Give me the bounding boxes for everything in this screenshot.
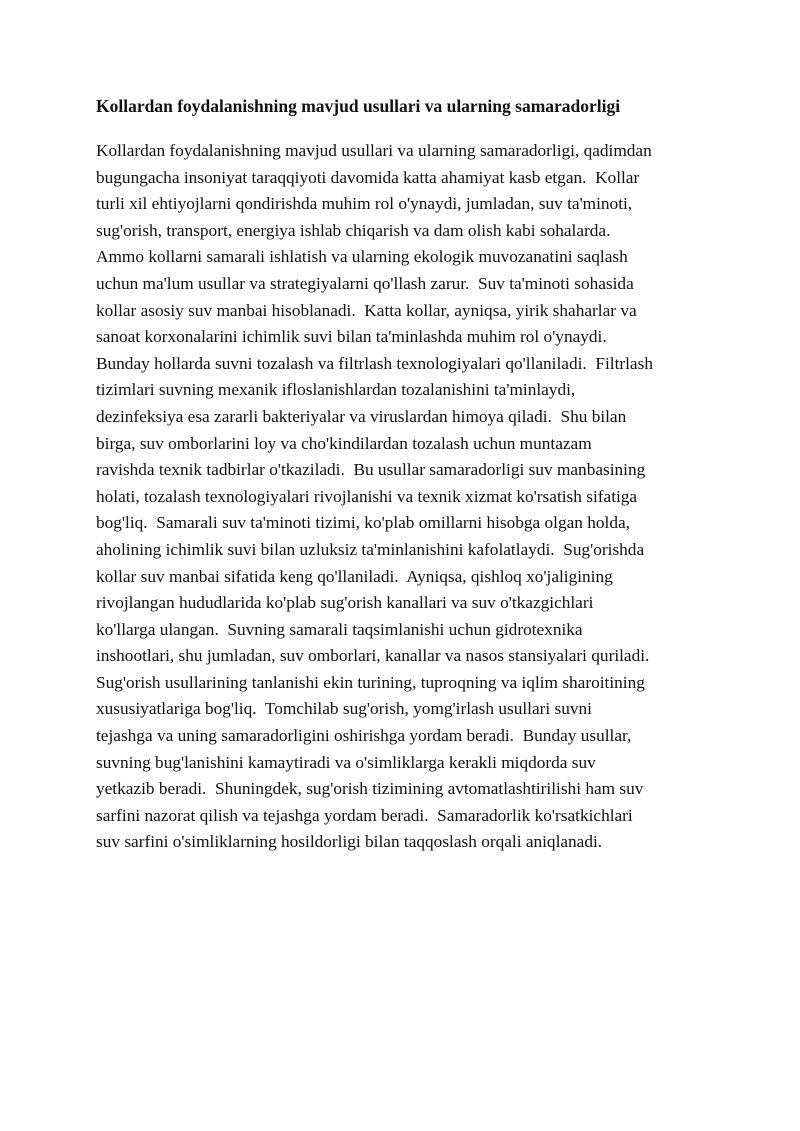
text-line: ravishda texnik tadbirlar o'tkaziladi. Bu usullar samaradorligi suv manbasining	[96, 460, 646, 480]
text-line: kollar suv manbai sifatida keng qo'llaniladi. Ayniqsa, qishloq xo'jaligining	[96, 566, 613, 586]
text-line: Bunday hollarda suvni tozalash va filtrlash texnologiyalari qo'llaniladi. Filtrlash	[96, 353, 653, 373]
text-line: sug'orish, transport, energiya ishlab chiqarish va dam olish kabi sohalarda.	[96, 220, 611, 240]
text-line: turli xil ehtiyojlarni qondirishda muhim rol o'ynaydi, jumladan, suv ta'minoti,	[96, 194, 633, 214]
text-line: kollar asosiy suv manbai hisoblanadi. Katta kollar, ayniqsa, yirik shaharlar va	[96, 300, 637, 320]
text-line: tizimlari suvning mexanik ifloslanishlardan tozalanishini ta'minlaydi,	[96, 380, 576, 400]
text-line: ko'llarga ulangan. Suvning samarali taqsimlanishi uchun gidrotexnika	[96, 619, 583, 639]
text-line: sarfini nazorat qilish va tejashga yordam beradi. Samaradorlik ko'rsatkichlari	[96, 805, 633, 825]
text-line: holati, tozalash texnologiyalari rivojlanishi va texnik xizmat ko'rsatish sifatiga	[96, 486, 638, 506]
text-line: dezinfeksiya esa zararli bakteriyalar va viruslardan himoya qiladi. Shu bilan	[96, 406, 627, 426]
text-line: xususiyatlariga bog'liq. Tomchilab sug'orish, yomg'irlash usullari suvni	[96, 699, 592, 719]
text-line: tejashga va uning samaradorligini oshirishga yordam beradi. Bunday usullar,	[96, 726, 632, 746]
document-title: Kollardan foydalanishning mavjud usullari va ularning samaradorligi	[96, 96, 621, 116]
text-line: suv sarfini o'simliklarning hosildorligi bilan taqqoslash orqali aniqlanadi.	[96, 832, 603, 852]
text-line: Kollardan foydalanishning mavjud usullari va ularning samaradorligi, qadimdan	[96, 141, 652, 160]
text-line: birga, suv omborlarini loy va cho'kindilardan tozalash uchun muntazam	[96, 433, 592, 453]
text-line: inshootlari, shu jumladan, suv omborlari, kanallar va nasos stansiyalari quriladi.	[96, 646, 650, 666]
text-line: bugungacha insoniyat taraqqiyoti davomida katta ahamiyat kasb etgan. Kollar	[96, 167, 640, 187]
body-paragraph	[96, 138, 716, 856]
text-line: sanoat korxonalarini ichimlik suvi bilan ta'minlashda muhim rol o'ynaydi.	[96, 327, 607, 347]
text-line: aholining ichimlik suvi bilan uzluksiz ta'minlanishini kafolatlaydi. Sug'orishda	[96, 539, 645, 559]
text-line: uchun ma'lum usullar va strategiyalarni qo'llash zarur. Suv ta'minoti sohasida	[96, 273, 634, 293]
text-line: bog'liq. Samarali suv ta'minoti tizimi, ko'plab omillarni hisobga olgan holda,	[96, 513, 630, 533]
text-line: yetkazib beradi. Shuningdek, sug'orish tizimining avtomatlashtirilishi ham suv	[96, 779, 644, 799]
text-line: Ammo kollarni samarali ishlatish va ularning ekologik muvozanatini saqlash	[96, 247, 628, 267]
text-line: rivojlangan hududlarida ko'plab sug'orish kanallari va suv o'tkazgichlari	[96, 593, 594, 613]
text-line: Sug'orish usullarining tanlanishi ekin turining, tuproqning va iqlim sharoitining	[96, 672, 645, 692]
text-line: suvning bug'lanishini kamaytiradi va o'simliklarga kerakli miqdorda suv	[96, 752, 596, 772]
